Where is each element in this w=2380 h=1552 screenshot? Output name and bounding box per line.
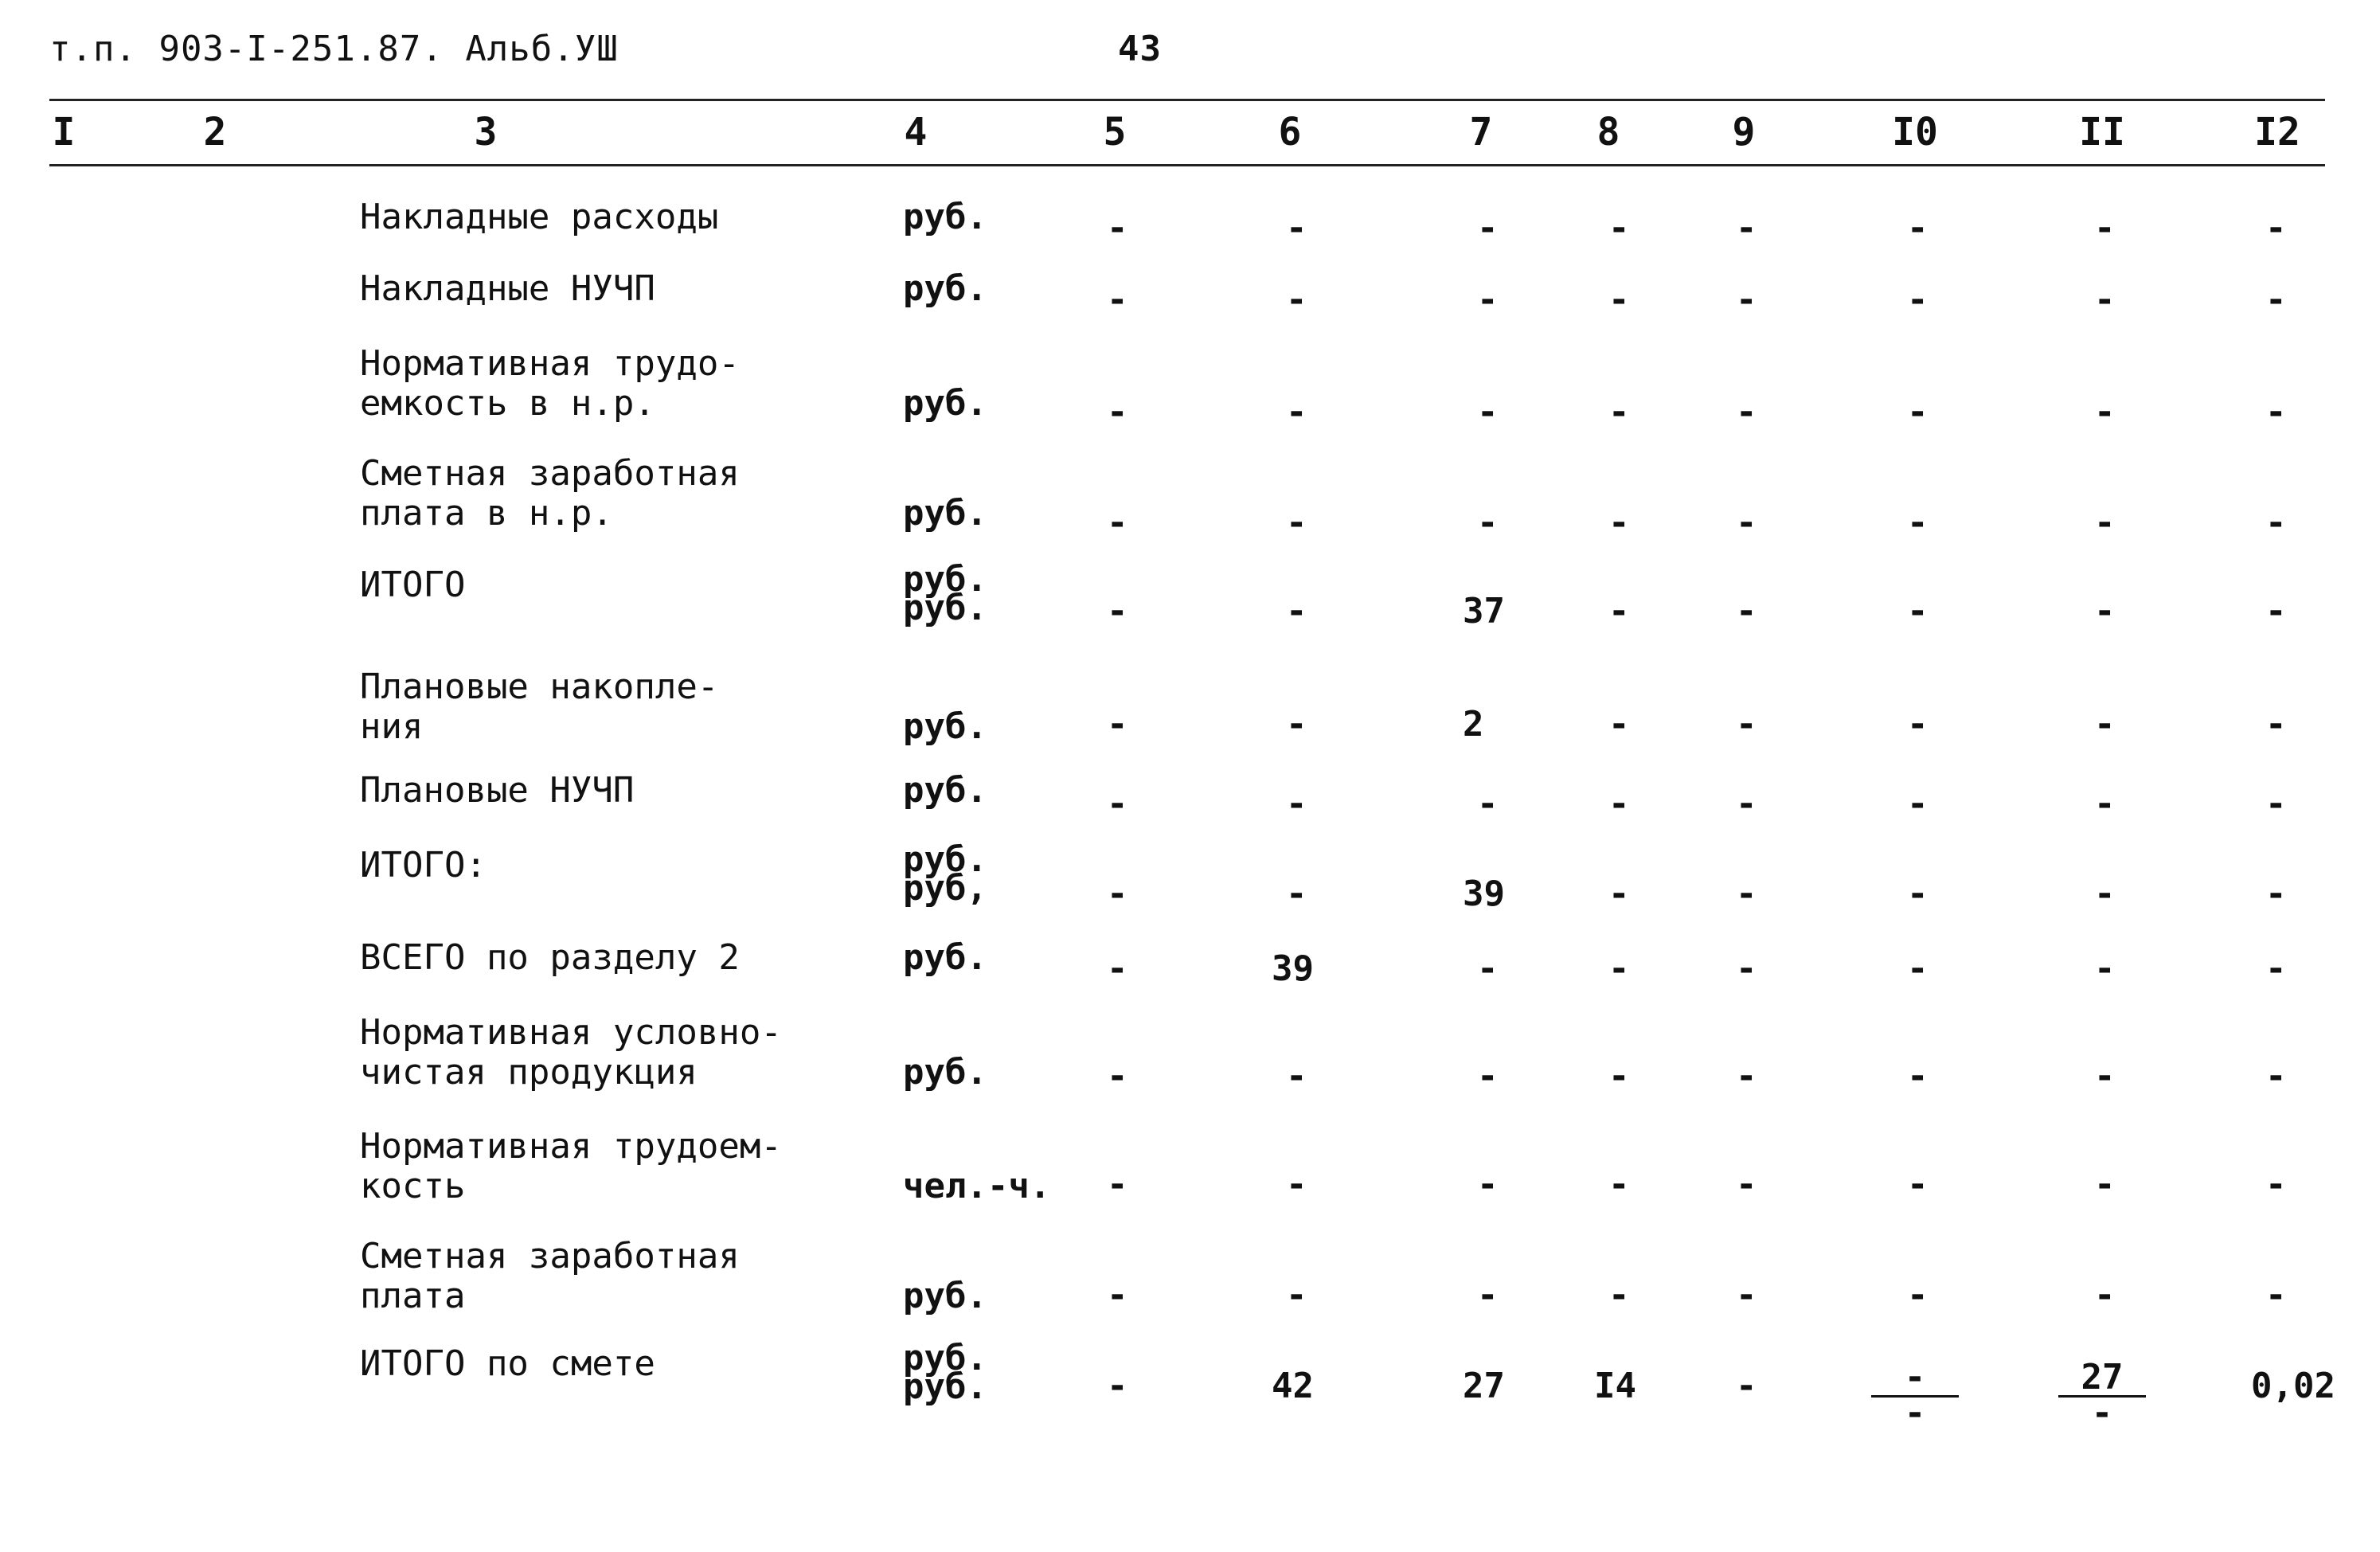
column-header: 9 [1732,110,1756,154]
row-unit: руб. [903,383,987,424]
empty-value-dash: - [1477,1164,1499,1205]
empty-value-dash: - [1107,1275,1128,1315]
empty-value-dash: - [2265,784,2287,824]
column-header: 8 [1596,110,1620,154]
empty-value-dash: - [1286,591,1307,631]
row-label: Нормативная условно- чистая продукция [360,1012,782,1093]
column-header: 3 [474,110,498,154]
empty-value-dash: - [1286,784,1307,824]
empty-value-dash: - [2265,1056,2287,1097]
row-unit: руб. [903,770,987,811]
empty-value-dash: - [1736,1275,1757,1315]
empty-value-dash: - [1608,704,1630,745]
empty-value-dash: - [2094,1275,2116,1315]
empty-value-dash: - [1477,784,1499,824]
empty-value-dash: - [1907,784,1929,824]
column-header: 2 [203,110,227,154]
empty-value-dash: - [1736,948,1757,989]
empty-value-dash: - [1608,591,1630,631]
empty-value-dash: - [1736,280,1757,320]
empty-value-dash: - [1736,1164,1757,1205]
empty-value-dash: - [1736,591,1757,631]
empty-value-dash: - [1907,948,1929,989]
empty-value-dash: - [1608,502,1630,543]
column-header: 7 [1469,110,1493,154]
empty-value-dash: - [1107,502,1128,543]
empty-value-dash: - [2094,392,2116,432]
empty-value-dash: - [1107,874,1128,914]
empty-value-dash: - [1736,874,1757,914]
column-header: I2 [2254,110,2300,154]
empty-value-dash: - [2265,208,2287,248]
empty-value-dash: - [1736,392,1757,432]
empty-value-dash: - [1608,948,1630,989]
empty-value-dash: - [1477,392,1499,432]
empty-value-dash: - [2094,1164,2116,1205]
empty-value-dash: - [2265,502,2287,543]
empty-value-dash: - [1608,1164,1630,1205]
empty-value-dash: - [1608,1275,1630,1315]
empty-value-dash: - [1107,948,1128,989]
page-number: 43 [1118,29,1162,69]
row-unit: руб. [903,937,987,978]
fraction-value [1871,1357,1959,1433]
row-unit: руб. [903,1052,987,1093]
row-unit: руб. [903,706,987,747]
empty-value-dash: - [1286,704,1307,745]
empty-value-dash: - [1477,208,1499,248]
empty-value-dash: - [2265,948,2287,989]
empty-value-dash: - [2265,704,2287,745]
empty-value-dash: - [1107,1164,1128,1205]
row-unit: руб. руб. [903,559,987,628]
empty-value-dash: - [1477,948,1499,989]
empty-value-dash: - [1907,1275,1929,1315]
empty-value-dash: - [2094,948,2116,989]
empty-value-dash: - [2094,1056,2116,1097]
row-label: Сметная заработная плата [360,1236,740,1316]
row-label: Накладные НУЧП [360,268,655,309]
table-top-rule [49,99,2325,101]
row-label: ИТОГО: [360,845,487,885]
empty-value-dash: - [1736,208,1757,248]
empty-value-dash: - [1286,280,1307,320]
empty-value-dash: - [1107,1366,1128,1406]
cell-value: 42 [1272,1366,1314,1406]
empty-value-dash: - [2265,280,2287,320]
cell-value: I4 [1594,1366,1636,1406]
empty-value-dash: - [2094,704,2116,745]
empty-value-dash: - [1907,392,1929,432]
empty-value-dash: - [1477,1275,1499,1315]
empty-value-dash: - [1736,784,1757,824]
empty-value-dash: - [1107,392,1128,432]
empty-value-dash: - [1736,1056,1757,1097]
empty-value-dash: - [1107,280,1128,320]
empty-value-dash: - [1477,502,1499,543]
row-unit: чел.-ч. [903,1166,1051,1206]
column-header: II [2079,110,2125,154]
empty-value-dash: - [2094,784,2116,824]
empty-value-dash: - [1286,1275,1307,1315]
cell-value: 37 [1463,591,1505,631]
document-reference: т.п. 903-I-251.87. Альб.УШ [49,29,619,69]
empty-value-dash: - [1907,502,1929,543]
empty-value-dash: - [1736,704,1757,745]
row-unit: руб. руб. [903,1338,987,1407]
empty-value-dash: - [1608,784,1630,824]
empty-value-dash: - [1286,1056,1307,1097]
empty-value-dash: - [2265,591,2287,631]
empty-value-dash: - [1286,1164,1307,1205]
row-label: Плановые НУЧП [360,770,635,811]
row-unit: руб. [903,268,987,309]
cell-value: 0,02 [2251,1366,2335,1406]
cell-value: 39 [1272,948,1314,989]
empty-value-dash: - [2265,1275,2287,1315]
empty-value-dash: - [1477,1056,1499,1097]
row-label: Плановые накопле- ния [360,667,719,747]
empty-value-dash: - [1608,1056,1630,1097]
empty-value-dash: - [2094,208,2116,248]
table-header-rule [49,164,2325,166]
empty-value-dash: - [1608,874,1630,914]
row-unit: руб. [903,1276,987,1316]
fraction-numerator: 27 [2081,1357,2124,1398]
column-header: 4 [904,110,928,154]
empty-value-dash: - [1736,502,1757,543]
empty-value-dash: - [2094,591,2116,631]
empty-value-dash: - [2265,392,2287,432]
empty-value-dash: - [2265,874,2287,914]
empty-value-dash: - [1907,1164,1929,1205]
empty-value-dash: - [1907,280,1929,320]
empty-value-dash: - [1107,784,1128,824]
row-label: Нормативная трудо- емкость в н.р. [360,343,740,424]
fraction-denominator: - [1904,1393,1926,1433]
fraction-numerator: - [1904,1357,1926,1398]
empty-value-dash: - [2094,280,2116,320]
row-unit: руб. [903,493,987,534]
fraction-denominator: - [2091,1393,2113,1433]
empty-value-dash: - [1907,208,1929,248]
empty-value-dash: - [1477,280,1499,320]
empty-value-dash: - [1907,704,1929,745]
cell-value: 39 [1463,874,1505,914]
empty-value-dash: - [1608,208,1630,248]
empty-value-dash: - [2094,874,2116,914]
empty-value-dash: - [1907,874,1929,914]
empty-value-dash: - [1608,280,1630,320]
empty-value-dash: - [2265,1164,2287,1205]
empty-value-dash: - [1286,208,1307,248]
empty-value-dash: - [1286,502,1307,543]
row-label: ИТОГО по смете [360,1343,655,1384]
empty-value-dash: - [1286,392,1307,432]
row-label: Нормативная трудоем- кость [360,1126,782,1206]
column-header: I [52,110,76,154]
row-label: Накладные расходы [360,197,719,237]
empty-value-dash: - [2094,502,2116,543]
row-unit: руб. руб, [903,839,987,909]
fraction-value [2058,1357,2146,1433]
empty-value-dash: - [1907,591,1929,631]
empty-value-dash: - [1107,208,1128,248]
empty-value-dash: - [1736,1366,1757,1406]
column-header: 5 [1103,110,1127,154]
empty-value-dash: - [1286,874,1307,914]
empty-value-dash: - [1107,1056,1128,1097]
column-header: I0 [1892,110,1938,154]
row-unit: руб. [903,197,987,237]
row-label: ИТОГО [360,565,466,605]
row-label: ВСЕГО по разделу 2 [360,937,740,978]
column-header: 6 [1278,110,1302,154]
empty-value-dash: - [1907,1056,1929,1097]
empty-value-dash: - [1107,591,1128,631]
cell-value: 2 [1463,704,1484,745]
empty-value-dash: - [1608,392,1630,432]
empty-value-dash: - [1107,704,1128,745]
row-label: Сметная заработная плата в н.р. [360,453,740,534]
cell-value: 27 [1463,1366,1505,1406]
